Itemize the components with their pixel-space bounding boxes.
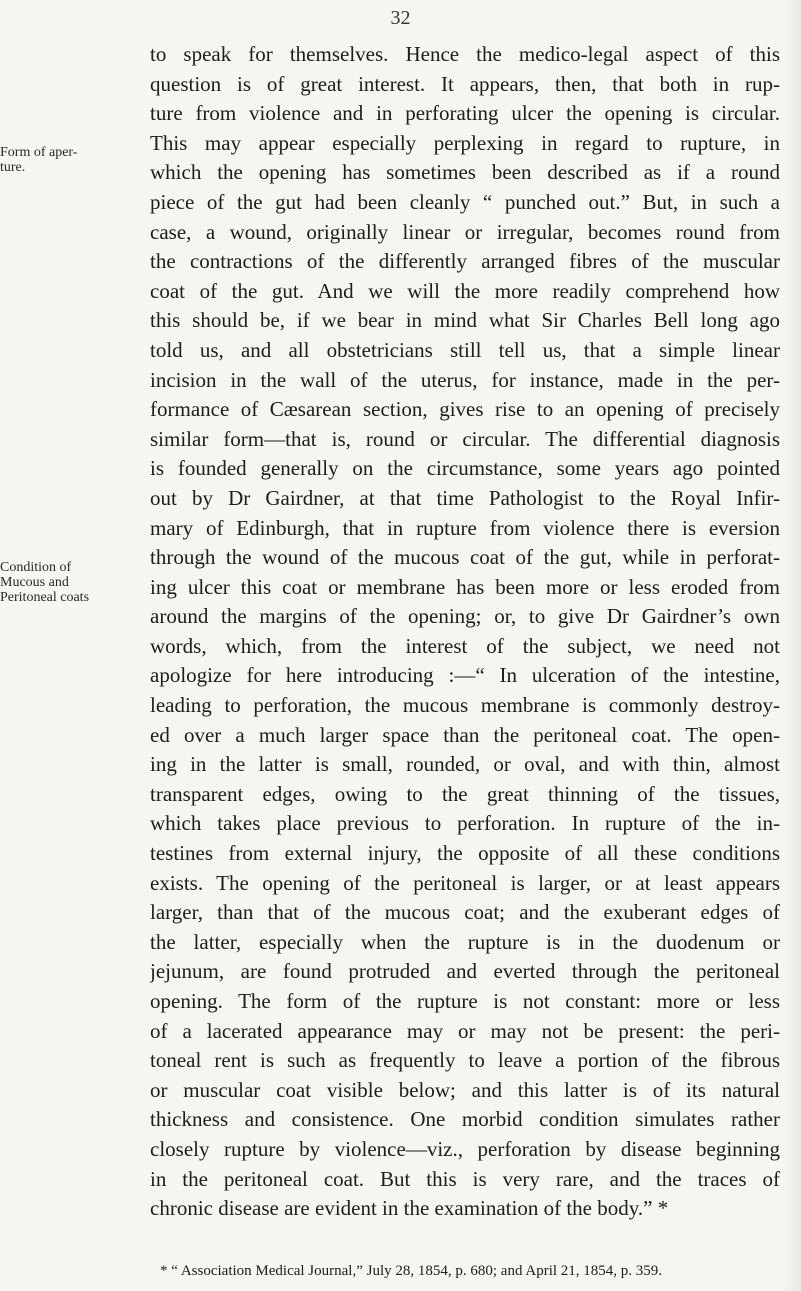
text-line: or muscular coat visible below; and this latter is of its natural — [150, 1077, 780, 1102]
text-line: which takes place previous to perforation. In rupture of the in- — [150, 811, 780, 836]
text-line: mary of Edinburgh, that in rupture from violence there is eversion — [150, 515, 780, 540]
text-line: words, which, from the interest of the subject, we need not — [150, 633, 780, 658]
page-edge-shadow — [783, 0, 801, 1291]
text-line: toneal rent is such as frequently to leave a portion of the fibrous — [150, 1048, 780, 1073]
text-line: jejunum, are found protruded and everted through the peritoneal — [150, 959, 780, 984]
text-line: similar form—that is, round or circular. The differential diagnosis — [150, 426, 780, 451]
text-line: closely rupture by violence—viz., perforation by disease beginning — [150, 1136, 780, 1161]
text-line: question is of great interest. It appears, then, that both in rup- — [150, 71, 780, 96]
text-line: this should be, if we bear in mind what Sir Charles Bell long ago — [150, 308, 780, 333]
text-line: chronic disease are evident in the examination of the body.” * — [150, 1196, 669, 1221]
text-line: in the peritoneal coat. But this is very rare, and the traces of — [150, 1166, 780, 1191]
text-line: coat of the gut. And we will the more readily comprehend how — [150, 278, 780, 303]
text-line: the latter, especially when the rupture is in the duodenum or — [150, 929, 780, 954]
text-line: through the wound of the mucous coat of the gut, while in perforat- — [150, 545, 780, 570]
text-line: larger, than that of the mucous coat; and the exuberant edges of — [150, 900, 780, 925]
text-line: the contractions of the differently arranged fibres of the muscular — [150, 249, 780, 274]
text-line: formance of Cæsarean section, gives rise to an opening of precisely — [150, 397, 780, 422]
text-line: incision in the wall of the uterus, for instance, made in the per- — [150, 367, 780, 392]
text-line: to speak for themselves. Hence the medico-legal aspect of this — [150, 42, 780, 66]
text-line: testines from external injury, the opposite of all these conditions — [150, 841, 780, 866]
text-line: opening. The form of the rupture is not constant: more or less — [150, 989, 780, 1013]
text-line: leading to perforation, the mucous membrane is commonly destroy- — [150, 693, 780, 718]
margin-note-line: Peritoneal coats — [0, 590, 90, 605]
text-line: out by Dr Gairdner, at that time Pathologist to the Royal Infir- — [150, 485, 780, 510]
text-line: ing ulcer this coat or membrane has been more or less eroded from — [150, 574, 780, 599]
text-line: case, a wound, originally linear or irregular, becomes round from — [150, 219, 780, 244]
page-number: 32 — [390, 7, 411, 29]
margin-note-form-of-aperture — [0, 145, 145, 175]
text-line: ed over a much larger space than the peritoneal coat. The open- — [150, 722, 780, 747]
margin-note-line: Form of aper- — [0, 145, 78, 160]
footnote: * “ Association Medical Journal,” July 28, 1854, p. 680; and April 21, 1854, p. 359. — [160, 1263, 663, 1279]
text-line: This may appear especially perplexing in regard to rupture, in — [150, 130, 780, 155]
text-line: around the margins of the opening; or, to give Dr Gairdner’s own — [150, 604, 780, 629]
body-paragraph — [150, 40, 780, 1224]
text-line: ture from violence and in perforating ulcer the opening is circular. — [150, 101, 780, 126]
text-line: exists. The opening of the peritoneal is larger, or at least appears — [150, 870, 780, 895]
text-line: ing in the latter is small, rounded, or oval, and with thin, almost — [150, 752, 780, 777]
text-line: is founded generally on the circumstance, some years ago pointed — [150, 456, 780, 481]
text-line: told us, and all obstetricians still tell us, that a simple linear — [150, 337, 780, 362]
text-line: thickness and consistence. One morbid condition simulates rather — [150, 1107, 780, 1132]
text-line: which the opening has sometimes been described as if a round — [150, 160, 780, 185]
text-line: of a lacerated appearance may or may not be present: the peri- — [150, 1018, 780, 1043]
margin-note-line: Condition of — [0, 560, 72, 575]
text-line: piece of the gut had been cleanly “ punched out.” But, in such a — [150, 189, 780, 214]
margin-note-line: ture. — [0, 160, 26, 175]
margin-note-line: Mucous and — [0, 575, 69, 590]
text-line: apologize for here introducing :—“ In ulceration of the intestine, — [150, 663, 780, 688]
margin-note-condition-of-coats — [0, 560, 145, 605]
text-line: transparent edges, owing to the great thinning of the tissues, — [150, 781, 780, 806]
